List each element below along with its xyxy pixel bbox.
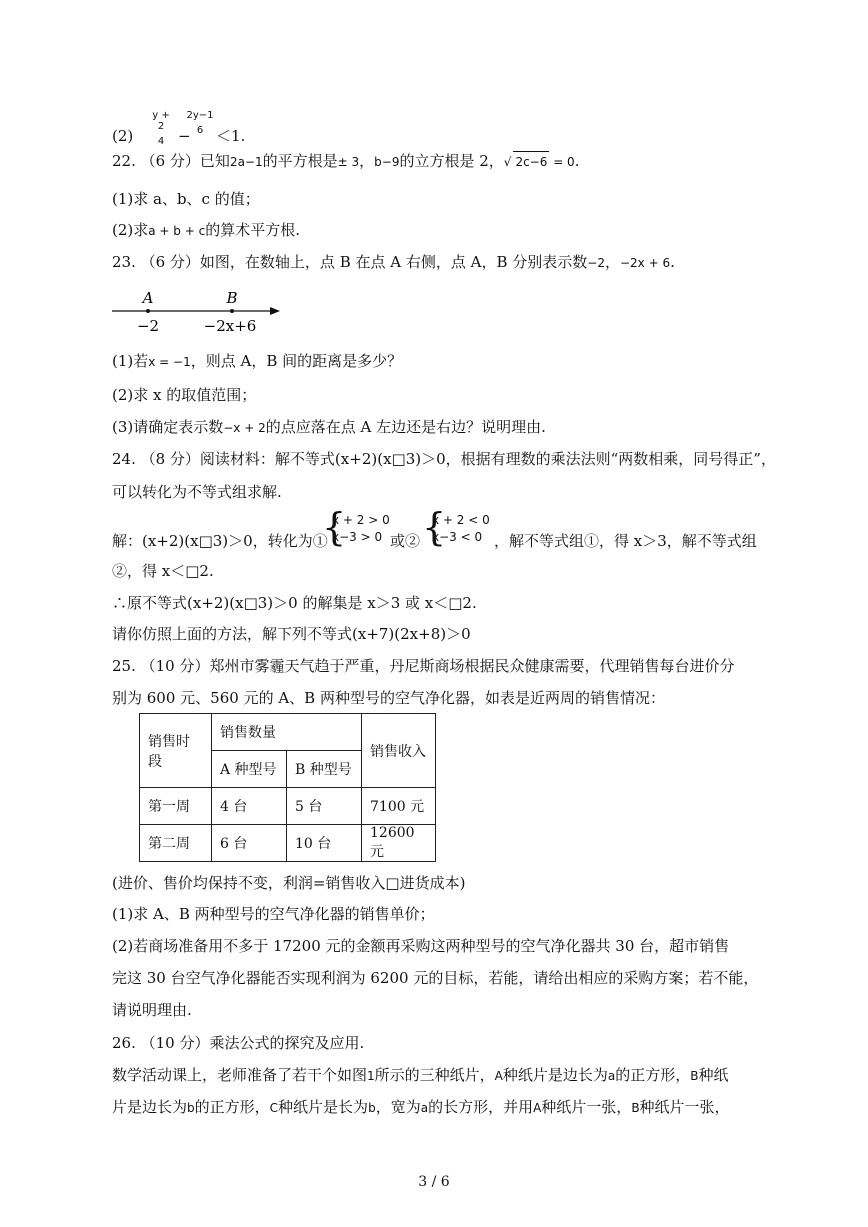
q21-frac2-numerator: 2y−1 bbox=[186, 110, 214, 121]
q21-part2 bbox=[112, 126, 133, 146]
q22-sqrt: √ 2c−6 = 0 bbox=[504, 155, 575, 169]
q26-l2-B: B bbox=[631, 1101, 640, 1115]
q26-l2-e: 的长方形，并用 bbox=[428, 1098, 534, 1116]
q23-part2: (2)求 x 的取值范围； bbox=[112, 386, 257, 404]
q26-l1-e: 种纸 bbox=[698, 1066, 729, 1084]
q22-head-text: 22. （6 分）已知 bbox=[112, 152, 230, 170]
q23-p3-post: 的点应落在点 A 左边还是右边？说明理由. bbox=[265, 418, 546, 436]
q23-part3 bbox=[112, 417, 546, 438]
q26-l1-fig: 1 bbox=[367, 1069, 375, 1083]
q23-p1-expr: x = −1 bbox=[148, 355, 191, 369]
q21-frac1-numerator: y + 2 bbox=[152, 110, 170, 132]
q22-p2-post: 的算术平方根. bbox=[205, 221, 300, 239]
q23-p3-pre: (3)请确定表示数 bbox=[112, 418, 224, 436]
q22-expr1: 2a−1 bbox=[229, 155, 263, 169]
q24-sys1-a: x + 2 > 0 bbox=[332, 513, 390, 527]
q25-head: 25. （10 分）郑州市雾霾天气趋于严重，丹尼斯商场根据民众健康需要，代理销售每台进价分 bbox=[112, 657, 735, 675]
table-row bbox=[140, 788, 436, 825]
q26-l1-a: 数学活动课上，老师准备了若干个如图 bbox=[112, 1066, 368, 1084]
q25-part2-line3: 请说明理由. bbox=[112, 1001, 192, 1019]
q22-mid2: ， bbox=[359, 152, 375, 170]
header-revenue: 销售收入 bbox=[362, 714, 436, 788]
q25-head2: 别为 600 元、560 元的 A、B 两种型号的空气净化器，如表是近两周的销售情况： bbox=[112, 689, 665, 707]
q26-l1-c: 种纸片是边长为 bbox=[502, 1066, 608, 1084]
q26-head: 26. （10 分）乘法公式的探究及应用. bbox=[112, 1034, 365, 1052]
point-a-value: −2 bbox=[136, 317, 160, 335]
q22-p2-pre: (2)求 bbox=[112, 221, 149, 239]
q26-l2-c: 种纸片是长为 bbox=[278, 1098, 369, 1116]
header-period: 销售时段 bbox=[140, 714, 212, 788]
q24-sys2-a: x + 2 < 0 bbox=[432, 513, 490, 527]
q21-tail bbox=[216, 126, 245, 146]
q21-frac1-denominator: 4 bbox=[157, 136, 165, 147]
q26-l2-a-var: a bbox=[420, 1101, 429, 1115]
q26-l2-A: A bbox=[533, 1101, 542, 1115]
point-a-label: A bbox=[142, 289, 154, 307]
q24-sys1-b: x−3 > 0 bbox=[332, 530, 383, 544]
q22-part2 bbox=[112, 220, 300, 241]
q24-solution-pre: 解：(x+2)(x□3)＞0，转化为① bbox=[112, 532, 328, 550]
q26-l1-A: A bbox=[494, 1069, 503, 1083]
header-model-b: B 种型号 bbox=[287, 751, 362, 788]
table-cell-b: 10 台 bbox=[287, 825, 362, 862]
q23-head bbox=[112, 252, 675, 273]
q21-frac2-denominator: 6 bbox=[196, 125, 204, 136]
q26-l2-a: 片是边长为 bbox=[112, 1098, 188, 1116]
q24-solution-post: ，解不等式组①，得 x＞3，解不等式组 bbox=[494, 532, 757, 550]
table-cell-period: 第一周 bbox=[140, 788, 212, 825]
table-cell-b: 5 台 bbox=[287, 788, 362, 825]
q23-p1-pre: (1)若 bbox=[112, 352, 149, 370]
q22-expr2: b−9 bbox=[374, 155, 400, 169]
q26-l2-d: ，宽为 bbox=[375, 1098, 421, 1116]
q23-p1-post: ，则点 A，B 间的距离是多少？ bbox=[190, 352, 403, 370]
q24-head2: 可以转化为不等式组求解. bbox=[112, 483, 282, 501]
q23-n1: −2 bbox=[587, 256, 605, 270]
table-header-row bbox=[140, 714, 436, 751]
table-cell-revenue: 12600 元 bbox=[362, 825, 436, 862]
q23-part1 bbox=[112, 351, 402, 372]
q23-p3-expr: −x + 2 bbox=[223, 421, 266, 435]
q21-tail-text: ＜1. bbox=[216, 127, 246, 145]
number-line-arrow bbox=[270, 307, 280, 315]
q26-line1 bbox=[112, 1065, 729, 1086]
q23-end: . bbox=[670, 253, 675, 271]
q26-l1-d: 的正方形， bbox=[615, 1066, 691, 1084]
q22-head bbox=[112, 151, 579, 172]
q22-mid1: 的平方根是 bbox=[262, 152, 338, 170]
q26-l2-C: C bbox=[269, 1101, 279, 1115]
q21-fraction-1 bbox=[148, 110, 174, 147]
q23-head-text: 23. （6 分）如图，在数轴上，点 B 在点 A 右侧，点 A，B 分别表示数 bbox=[112, 253, 588, 271]
header-quantity: 销售数量 bbox=[212, 714, 362, 751]
q22-part1: (1)求 a、b、c 的值； bbox=[112, 190, 260, 208]
q21-part2-label: (2) bbox=[112, 127, 134, 145]
q26-l2-g: 种纸片一张， bbox=[639, 1098, 730, 1116]
table-cell-a: 6 台 bbox=[212, 825, 287, 862]
q25-part2-line2: 完这 30 台空气净化器能否实现利润为 6200 元的目标，若能，请给出相应的采购方案；若不能， bbox=[112, 969, 759, 987]
q24-system-2 bbox=[422, 505, 490, 549]
q24-solution-line2: ②，得 x＜□2. bbox=[112, 562, 214, 580]
point-b-marker bbox=[230, 309, 234, 313]
q22-mid3: 的立方根是 2， bbox=[399, 152, 504, 170]
point-a-marker bbox=[146, 309, 150, 313]
q22-pm3: ± 3 bbox=[337, 155, 360, 169]
q22-sqrt-radicand: 2c−6 bbox=[513, 151, 549, 172]
q26-l1-B: B bbox=[690, 1069, 699, 1083]
q24-or: 或② bbox=[390, 532, 421, 550]
q26-l2-b-var: b bbox=[187, 1101, 195, 1115]
q26-l2-f: 种纸片一张， bbox=[541, 1098, 632, 1116]
q26-l1-b: 所示的三种纸片， bbox=[374, 1066, 495, 1084]
q24-brace-2: { bbox=[422, 505, 447, 549]
q26-l1-a-var: a bbox=[607, 1069, 616, 1083]
q23-n2: −2x + 6 bbox=[619, 256, 671, 270]
q24-conclusion: ∴原不等式(x+2)(x□3)＞0 的解集是 x＞3 或 x＜□2. bbox=[112, 594, 477, 612]
q21-fraction-2 bbox=[186, 110, 214, 136]
table-cell-a: 4 台 bbox=[212, 788, 287, 825]
q24-system-1 bbox=[322, 505, 390, 549]
point-b-value: −2x+6 bbox=[203, 317, 257, 335]
sales-table bbox=[139, 713, 436, 862]
q22-eq0: = 0 bbox=[549, 155, 575, 169]
point-b-label: B bbox=[226, 289, 238, 307]
table-cell-revenue: 7100 元 bbox=[362, 788, 436, 825]
page-number: 3 / 6 bbox=[418, 1174, 450, 1190]
q25-part1: (1)求 A、B 两种型号的空气净化器的销售单价； bbox=[112, 905, 435, 923]
q23-comma: ， bbox=[604, 253, 620, 271]
header-model-a: A 种型号 bbox=[212, 751, 287, 788]
table-cell-period: 第二周 bbox=[140, 825, 212, 862]
q21-minus-sign: − bbox=[178, 127, 191, 145]
q26-l2-b-var2: b bbox=[368, 1101, 376, 1115]
q22-p2-expr: a + b + c bbox=[148, 224, 206, 238]
q24-task: 请你仿照上面的方法，解下列不等式(x+7)(2x+8)＞0 bbox=[112, 625, 471, 643]
q24-head: 24. （8 分）阅读材料：解不等式(x+2)(x□3)＞0，根据有理数的乘法法则“两数相乘，同号得正”， bbox=[112, 450, 776, 468]
q24-brace-1: { bbox=[322, 505, 347, 549]
q26-l2-b: 的正方形， bbox=[194, 1098, 270, 1116]
q26-line2 bbox=[112, 1097, 730, 1118]
q25-note: (进价、售价均保持不变，利润=销售收入□进货成本) bbox=[112, 874, 466, 892]
q24-sys2-b: x−3 < 0 bbox=[432, 530, 483, 544]
q22-end: . bbox=[574, 152, 580, 170]
q25-part2: (2)若商场准备用不多于 17200 元的金额再采购这两种型号的空气净化器共 30 台，超市销售 bbox=[112, 937, 730, 955]
number-line-figure bbox=[0, 285, 868, 345]
table-row bbox=[140, 825, 436, 862]
